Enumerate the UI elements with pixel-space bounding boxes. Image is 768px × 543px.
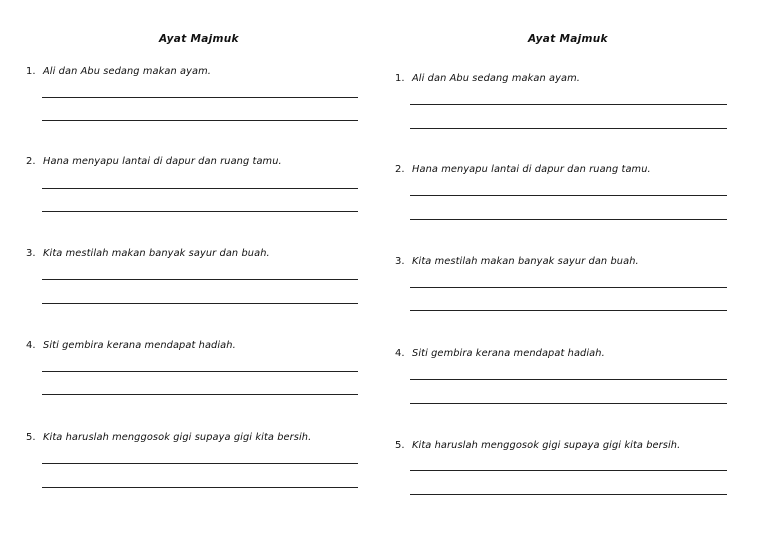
question-number: 2. bbox=[395, 164, 405, 175]
question-item bbox=[395, 164, 755, 234]
answer-line[interactable] bbox=[410, 379, 727, 380]
answer-line[interactable] bbox=[42, 394, 358, 395]
answer-line[interactable] bbox=[410, 494, 727, 495]
answer-line[interactable] bbox=[410, 219, 727, 220]
question-text: Kita mestilah makan banyak sayur dan buah. bbox=[43, 248, 270, 259]
answer-line[interactable] bbox=[410, 403, 727, 404]
question-item bbox=[395, 348, 755, 418]
answer-line[interactable] bbox=[42, 279, 358, 280]
answer-line[interactable] bbox=[410, 195, 727, 196]
answer-line[interactable] bbox=[42, 303, 358, 304]
question-number: 1. bbox=[395, 73, 405, 84]
answer-line[interactable] bbox=[410, 128, 727, 129]
answer-line[interactable] bbox=[42, 371, 358, 372]
question-item bbox=[26, 248, 386, 318]
answer-line[interactable] bbox=[410, 310, 727, 311]
question-number: 2. bbox=[26, 156, 36, 167]
question-number: 1. bbox=[26, 66, 36, 77]
question-number: 3. bbox=[26, 248, 36, 259]
question-text: Kita haruslah menggosok gigi supaya gigi kita bersih. bbox=[43, 432, 312, 443]
question-item bbox=[26, 432, 386, 502]
question-text: Hana menyapu lantai di dapur dan ruang tamu. bbox=[412, 164, 651, 175]
answer-line[interactable] bbox=[410, 287, 727, 288]
worksheet-title: Ayat Majmuk bbox=[159, 33, 239, 45]
answer-line[interactable] bbox=[42, 97, 358, 98]
question-number: 5. bbox=[26, 432, 36, 443]
answer-line[interactable] bbox=[42, 120, 358, 121]
question-text: Siti gembira kerana mendapat hadiah. bbox=[412, 348, 605, 359]
question-number: 4. bbox=[26, 340, 36, 351]
question-text: Kita mestilah makan banyak sayur dan buah. bbox=[412, 256, 639, 267]
answer-line[interactable] bbox=[42, 463, 358, 464]
worksheet-right bbox=[384, 0, 768, 543]
question-number: 5. bbox=[395, 440, 405, 451]
question-text: Kita haruslah menggosok gigi supaya gigi kita bersih. bbox=[412, 440, 681, 451]
question-text: Siti gembira kerana mendapat hadiah. bbox=[43, 340, 236, 351]
answer-line[interactable] bbox=[42, 487, 358, 488]
question-number: 4. bbox=[395, 348, 405, 359]
question-number: 3. bbox=[395, 256, 405, 267]
question-item bbox=[26, 156, 386, 226]
answer-line[interactable] bbox=[42, 188, 358, 189]
question-item bbox=[26, 66, 386, 136]
question-item bbox=[395, 256, 755, 326]
answer-line[interactable] bbox=[42, 211, 358, 212]
question-text: Ali dan Abu sedang makan ayam. bbox=[412, 73, 580, 84]
question-item bbox=[26, 340, 386, 410]
question-text: Ali dan Abu sedang makan ayam. bbox=[43, 66, 211, 77]
answer-line[interactable] bbox=[410, 104, 727, 105]
question-text: Hana menyapu lantai di dapur dan ruang tamu. bbox=[43, 156, 282, 167]
answer-line[interactable] bbox=[410, 470, 727, 471]
worksheet-title: Ayat Majmuk bbox=[528, 33, 608, 45]
question-item bbox=[395, 73, 755, 143]
question-item bbox=[395, 440, 755, 510]
